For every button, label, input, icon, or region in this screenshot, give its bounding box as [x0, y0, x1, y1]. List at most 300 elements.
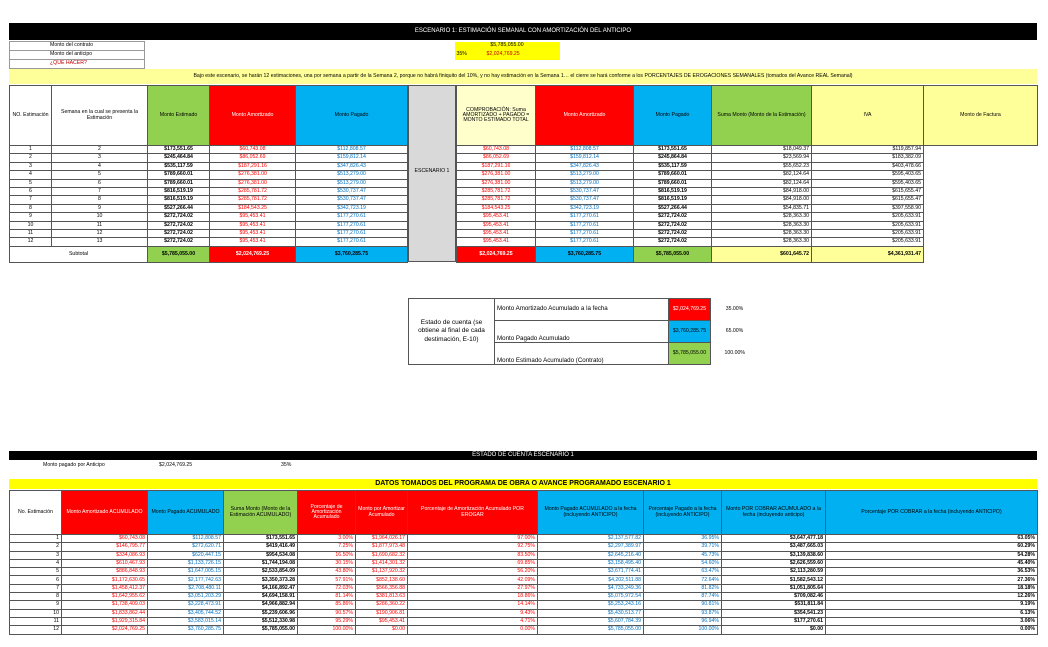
- estimated-amount: $535,117.59: [148, 162, 210, 170]
- amort-pct: 3.00%: [298, 535, 356, 543]
- iva-amount: $28,363.30: [712, 229, 812, 237]
- bottom-header-7: Monto Pagado ACUMULADO a la fecha (incluyendo ANTICIPO): [538, 491, 644, 535]
- sum-amount: $789,660.01: [634, 171, 712, 179]
- sum-accum: $419,416.49: [224, 543, 298, 551]
- paid-amount: $513,279.00: [536, 171, 634, 179]
- paid-pct: 72.64%: [644, 576, 722, 584]
- paid-pct: 39.71%: [644, 543, 722, 551]
- to-collect-pct: 0.00%: [826, 626, 1038, 634]
- estimation-number: 12: [10, 626, 62, 634]
- bottom-header-2: Monto Pagado ACUMULADO: [148, 491, 224, 535]
- amortized-amount: $187,291.16: [210, 162, 296, 170]
- iva-amount: $82,124.64: [712, 171, 812, 179]
- sum-amount: $173,551.65: [634, 146, 712, 154]
- to-amortize: $1,877,973.48: [356, 543, 408, 551]
- left-table-row: [10, 187, 408, 195]
- amortized-amount: $95,453.41: [210, 238, 296, 246]
- estado-row-2-pct: 100.00%: [724, 349, 745, 356]
- amortized-accum: $60,743.08: [62, 535, 148, 543]
- paid-incl-advance: $3,158,495.40: [538, 559, 644, 567]
- contract-value: $5,785,055.00: [455, 42, 560, 51]
- sum-accum: $5,512,330.98: [224, 617, 298, 625]
- amort-pct: 30.15%: [298, 559, 356, 567]
- title-bar: ESCENARIO 1: ESTIMACIÓN SEMANAL CON AMORTIZACIÓN DEL ANTICIPO: [9, 23, 1037, 40]
- paid-amount: $177,270.61: [536, 213, 634, 221]
- paid-amount: $112,808.57: [536, 146, 634, 154]
- paid-accum: $3,583,015.14: [148, 617, 224, 625]
- paid-accum: $2,708,480.11: [148, 584, 224, 592]
- iva-amount: $23,569.94: [712, 154, 812, 162]
- invoice-amount: $119,857.94: [812, 146, 924, 154]
- paid-pct: 90.81%: [644, 601, 722, 609]
- to-collect-pct: 18.18%: [826, 584, 1038, 592]
- amortized-accum: $1,833,862.44: [62, 609, 148, 617]
- to-amortize-pct: 14.14%: [408, 601, 538, 609]
- iva-amount: $28,363.30: [712, 213, 812, 221]
- amort-pct: 81.14%: [298, 593, 356, 601]
- to-amortize: $381,813.63: [356, 593, 408, 601]
- paid-amount: $347,826.43: [536, 162, 634, 170]
- paid-advance-line: [9, 461, 409, 469]
- left-header-0: NO. Estimación: [10, 86, 52, 146]
- bottom-table-row: [10, 568, 1038, 576]
- advance-pct: 35%: [455, 51, 485, 60]
- amortized-amount: $95,453.41: [210, 213, 296, 221]
- paid-pct: 100.00%: [644, 626, 722, 634]
- amortized-amount: $95,453.41: [457, 221, 536, 229]
- paid-advance-value: $2,024,769.25: [159, 462, 193, 468]
- paid-incl-advance: $5,075,972.54: [538, 593, 644, 601]
- right-table-row: [457, 238, 1038, 246]
- week-number: 4: [52, 162, 148, 170]
- amort-pct: 16.50%: [298, 551, 356, 559]
- invoice-amount: $403,478.66: [812, 162, 924, 170]
- week-number: 2: [52, 146, 148, 154]
- estimation-number: 11: [10, 229, 52, 237]
- estimation-number: 6: [10, 187, 52, 195]
- amortized-amount: $285,781.72: [457, 187, 536, 195]
- invoice-amount: $205,633.91: [812, 238, 924, 246]
- amort-pct: 100.00%: [298, 626, 356, 634]
- right-subtotal-sum: $5,785,055.00: [634, 246, 712, 262]
- paid-amount: $177,270.61: [296, 213, 408, 221]
- right-subtotal-iva: $601,645.72: [712, 246, 812, 262]
- scenario-note: Bajo este escenario, se harán 12 estimaciones, una por semana a partir de la Semana 2, porque no habrá finiquito del 10%, y no hay estimación en la Semana 1… el cierre se hará conforme a los PORCENTAJES DE EROGACIONES SEMANALES (tomados del Avance REAL Semanal): [9, 69, 1037, 84]
- amortized-accum: $1,642,955.62: [62, 593, 148, 601]
- sum-accum: $173,551.65: [224, 535, 298, 543]
- paid-incl-advance: $5,785,055.00: [538, 626, 644, 634]
- right-subtotal-invoice: $4,361,931.47: [812, 246, 924, 262]
- sum-amount: $816,519.19: [634, 196, 712, 204]
- estimated-amount: $272,724.02: [148, 213, 210, 221]
- estimated-amount: $816,519.19: [148, 187, 210, 195]
- to-collect-pct: 63.05%: [826, 535, 1038, 543]
- paid-accum: $272,620.71: [148, 543, 224, 551]
- to-collect: $177,270.61: [722, 617, 826, 625]
- estimated-amount: $272,724.02: [148, 229, 210, 237]
- paid-advance-pct: 35%: [281, 462, 292, 468]
- estado-cuenta: [408, 298, 759, 365]
- week-number: 3: [52, 154, 148, 162]
- sum-amount: $272,724.02: [634, 238, 712, 246]
- estimated-amount: $272,724.02: [148, 221, 210, 229]
- to-collect-pct: 27.36%: [826, 576, 1038, 584]
- to-collect: $1,582,543.12: [722, 576, 826, 584]
- estimation-number: 7: [10, 196, 52, 204]
- left-table-row: [10, 229, 408, 237]
- iva-amount: $28,363.30: [712, 238, 812, 246]
- bottom-header-0: No. Estimación: [10, 491, 62, 535]
- advance-value: $2,024,769.25: [485, 51, 560, 60]
- bottom-table: [9, 490, 1038, 635]
- to-amortize: $190,906.81: [356, 609, 408, 617]
- to-collect-pct: 45.40%: [826, 559, 1038, 567]
- estado-row-1-label: Monto Pagado Acumulado: [495, 321, 669, 343]
- bottom-header-5: Monto por Amortizar Acumulado: [356, 491, 408, 535]
- left-table-row: [10, 154, 408, 162]
- left-subtotal-amortized: $2,024,769.25: [210, 246, 296, 262]
- to-collect-pct: 60.29%: [826, 543, 1038, 551]
- paid-amount: $177,270.61: [296, 238, 408, 246]
- to-amortize: $1,137,920.32: [356, 568, 408, 576]
- iva-amount: $84,918.00: [712, 187, 812, 195]
- amortized-amount: $95,453.41: [210, 221, 296, 229]
- bottom-header-6: Porcentaje de Amortización Acumulado POR EROGAR: [408, 491, 538, 535]
- left-table-row: [10, 196, 408, 204]
- to-amortize: $1,414,301.32: [356, 559, 408, 567]
- paid-amount: $159,812.14: [296, 154, 408, 162]
- sum-accum: $5,785,055.00: [224, 626, 298, 634]
- amortized-amount: $276,381.00: [210, 171, 296, 179]
- to-amortize-pct: 9.43%: [408, 609, 538, 617]
- paid-amount: $177,270.61: [536, 221, 634, 229]
- paid-amount: $342,723.19: [296, 204, 408, 212]
- amortized-amount: $95,453.41: [457, 213, 536, 221]
- left-header-1: Semana en la cual se presenta la Estimación: [52, 86, 148, 146]
- to-amortize-pct: 97.00%: [408, 535, 538, 543]
- amortized-accum: $886,848.93: [62, 568, 148, 576]
- to-amortize-pct: 92.75%: [408, 543, 538, 551]
- bottom-header-8: Porcentaje Pagado a la fecha (incluyendo ANTICIPO): [644, 491, 722, 535]
- estimation-number: 4: [10, 559, 62, 567]
- sum-accum: $954,534.08: [224, 551, 298, 559]
- iva-amount: $55,652.23: [712, 162, 812, 170]
- iva-amount: $18,049.37: [712, 146, 812, 154]
- right-header-3: IVA: [812, 86, 924, 146]
- to-collect-pct: 54.28%: [826, 551, 1038, 559]
- estado-row-0-pct: 35.00%: [725, 305, 744, 312]
- week-number: 13: [52, 238, 148, 246]
- estado-row-1-value: $3,760,285.75: [669, 321, 711, 343]
- paid-incl-advance: $3,671,774.41: [538, 568, 644, 576]
- week-number: 12: [52, 229, 148, 237]
- left-table-row: [10, 146, 408, 154]
- estado-row-1-pct: 65.00%: [725, 327, 744, 334]
- paid-amount: $177,270.61: [536, 238, 634, 246]
- amort-pct: 57.91%: [298, 576, 356, 584]
- invoice-amount: $615,655.47: [812, 196, 924, 204]
- amortized-amount: $276,381.00: [457, 179, 536, 187]
- right-table-row: [457, 221, 1038, 229]
- paid-amount: $177,270.61: [296, 221, 408, 229]
- to-collect-pct: 6.13%: [826, 609, 1038, 617]
- estimated-amount: $789,660.01: [148, 171, 210, 179]
- paid-incl-advance: $5,430,513.77: [538, 609, 644, 617]
- estimated-amount: $527,266.44: [148, 204, 210, 212]
- paid-accum: $620,447.15: [148, 551, 224, 559]
- estimation-number: 5: [10, 568, 62, 576]
- paid-pct: 63.47%: [644, 568, 722, 576]
- amortized-accum: $2,024,769.25: [62, 626, 148, 634]
- estimation-number: 3: [10, 551, 62, 559]
- right-subtotal-amortized: $2,024,769.25: [457, 246, 536, 262]
- amortized-amount: $276,381.00: [457, 171, 536, 179]
- paid-amount: $530,737.47: [296, 187, 408, 195]
- paid-incl-advance: $4,733,249.36: [538, 584, 644, 592]
- paid-amount: $530,737.47: [296, 196, 408, 204]
- right-table-row: [457, 154, 1038, 162]
- sum-accum: $3,350,373.28: [224, 576, 298, 584]
- estimation-number: 1: [10, 535, 62, 543]
- estimation-number: 8: [10, 204, 52, 212]
- right-table-row: [457, 196, 1038, 204]
- estimated-amount: $173,551.65: [148, 146, 210, 154]
- sum-amount: $272,724.02: [634, 221, 712, 229]
- compare-text: COMPROBACIÓN: Suma AMORTIZADO + PAGADO = MONTO ESTIMADO TOTAL: [457, 86, 536, 146]
- estado-row-0-label: Monto Amortizado Acumulado a la fecha: [495, 299, 669, 321]
- week-number: 5: [52, 171, 148, 179]
- paid-incl-advance: $4,202,511.88: [538, 576, 644, 584]
- right-table-row: [457, 171, 1038, 179]
- amortized-accum: $334,086.93: [62, 551, 148, 559]
- estimation-number: 8: [10, 593, 62, 601]
- amort-pct: 7.25%: [298, 543, 356, 551]
- sum-amount: $527,266.44: [634, 204, 712, 212]
- right-header-1: Monto Pagado: [634, 86, 712, 146]
- estimation-number: 4: [10, 171, 52, 179]
- iva-amount: $84,918.00: [712, 196, 812, 204]
- to-amortize: $566,356.88: [356, 584, 408, 592]
- to-collect: $3,487,665.03: [722, 543, 826, 551]
- amortized-amount: $86,052.69: [210, 154, 296, 162]
- week-number: 7: [52, 187, 148, 195]
- paid-accum: $112,808.57: [148, 535, 224, 543]
- estimated-amount: $245,464.84: [148, 154, 210, 162]
- paid-accum: $3,051,203.29: [148, 593, 224, 601]
- right-table-row: [457, 204, 1038, 212]
- bottom-table-row: [10, 626, 1038, 634]
- paid-accum: $3,405,744.52: [148, 609, 224, 617]
- estado-row-2-label: Monto Estimado Acumulado (Contrato): [495, 343, 669, 365]
- to-amortize: $1,690,682.32: [356, 551, 408, 559]
- to-amortize-pct: 69.85%: [408, 559, 538, 567]
- paid-pct: 93.87%: [644, 609, 722, 617]
- paid-amount: $513,279.00: [296, 179, 408, 187]
- to-collect: $709,082.46: [722, 593, 826, 601]
- to-collect: $0.00: [722, 626, 826, 634]
- to-amortize-pct: 27.97%: [408, 584, 538, 592]
- paid-accum: $1,133,726.15: [148, 559, 224, 567]
- paid-pct: 36.95%: [644, 535, 722, 543]
- bottom-table-row: [10, 609, 1038, 617]
- to-collect: $354,541.23: [722, 609, 826, 617]
- scenario-column: [408, 85, 456, 262]
- to-amortize-pct: 83.50%: [408, 551, 538, 559]
- to-collect-pct: 12.26%: [826, 593, 1038, 601]
- right-header-2: Suma Monto (Monto de la Estimación): [712, 86, 812, 146]
- paid-pct: 96.94%: [644, 617, 722, 625]
- invoice-amount: $183,382.09: [812, 154, 924, 162]
- left-subtotal-estimated: $5,785,055.00: [148, 246, 210, 262]
- to-collect: $531,811.84: [722, 601, 826, 609]
- bottom-header-9: Monto POR COBRAR ACUMULADO a la fecha (incluyendo anticipo): [722, 491, 826, 535]
- paid-amount: $342,723.19: [536, 204, 634, 212]
- left-subtotal-label: Subtotal: [10, 246, 148, 262]
- paid-amount: $513,279.00: [296, 171, 408, 179]
- paid-pct: 45.73%: [644, 551, 722, 559]
- invoice-amount: $615,655.47: [812, 187, 924, 195]
- to-amortize: $95,453.41: [356, 617, 408, 625]
- to-amortize-pct: 4.71%: [408, 617, 538, 625]
- paid-accum: $1,647,005.15: [148, 568, 224, 576]
- sum-accum: $4,694,158.91: [224, 593, 298, 601]
- paid-accum: $3,228,473.91: [148, 601, 224, 609]
- paid-incl-advance: $5,607,784.39: [538, 617, 644, 625]
- sum-amount: $272,724.02: [634, 229, 712, 237]
- iva-amount: $28,363.30: [712, 221, 812, 229]
- to-amortize-pct: 56.20%: [408, 568, 538, 576]
- paid-amount: $112,808.57: [296, 146, 408, 154]
- bottom-table-row: [10, 535, 1038, 543]
- contract-label: Monto del contrato: [10, 42, 145, 51]
- amortized-amount: $95,453.41: [457, 238, 536, 246]
- left-table-row: [10, 204, 408, 212]
- amort-pct: 95.29%: [298, 617, 356, 625]
- amortized-amount: $187,291.16: [457, 162, 536, 170]
- right-table-row: [457, 187, 1038, 195]
- paid-amount: $530,737.47: [536, 187, 634, 195]
- left-table-row: [10, 213, 408, 221]
- to-collect: $3,139,838.60: [722, 551, 826, 559]
- week-number: 9: [52, 204, 148, 212]
- amortized-amount: $184,543.25: [457, 204, 536, 212]
- invoice-amount: $205,633.91: [812, 221, 924, 229]
- amortized-accum: $1,458,412.37: [62, 584, 148, 592]
- amortized-amount: $60,743.08: [457, 146, 536, 154]
- left-table: [9, 85, 408, 263]
- estimated-amount: $816,519.19: [148, 196, 210, 204]
- left-table-row: [10, 221, 408, 229]
- estado-row-0-value: $2,024,769.25: [669, 299, 711, 321]
- estimated-amount: $272,724.02: [148, 238, 210, 246]
- estimation-number: 10: [10, 609, 62, 617]
- sum-accum: $4,966,882.94: [224, 601, 298, 609]
- amortized-amount: $285,781.72: [210, 196, 296, 204]
- invoice-amount: $595,403.65: [812, 171, 924, 179]
- bottom-header-4: Porcentaje de Amortización Acumulado: [298, 491, 356, 535]
- right-header-0: Monto Amortizado: [536, 86, 634, 146]
- to-collect-pct: 9.19%: [826, 601, 1038, 609]
- right-table-row: [457, 229, 1038, 237]
- week-number: 10: [52, 213, 148, 221]
- amortized-amount: $86,052.69: [457, 154, 536, 162]
- to-amortize: $286,360.22: [356, 601, 408, 609]
- to-collect: $2,113,280.59: [722, 568, 826, 576]
- paid-amount: $513,279.00: [536, 179, 634, 187]
- paid-pct: 87.74%: [644, 593, 722, 601]
- paid-amount: $177,270.61: [536, 229, 634, 237]
- estimation-number: 9: [10, 601, 62, 609]
- paid-amount: $177,270.61: [296, 229, 408, 237]
- bottom-table-row: [10, 543, 1038, 551]
- paid-accum: $2,177,742.63: [148, 576, 224, 584]
- amortized-accum: $146,795.77: [62, 543, 148, 551]
- sum-amount: $272,724.02: [634, 213, 712, 221]
- left-table-row: [10, 179, 408, 187]
- to-collect-pct: 36.53%: [826, 568, 1038, 576]
- paid-amount: $347,826.43: [296, 162, 408, 170]
- right-table-row: [457, 162, 1038, 170]
- bottom-table-row: [10, 601, 1038, 609]
- estimation-number: 10: [10, 221, 52, 229]
- bottom-table-row: [10, 559, 1038, 567]
- advance-label: Monto del anticipo: [10, 51, 145, 60]
- paid-pct: 54.60%: [644, 559, 722, 567]
- amort-pct: 85.86%: [298, 601, 356, 609]
- estimation-number: 3: [10, 162, 52, 170]
- week-number: 6: [52, 179, 148, 187]
- sum-amount: $789,660.01: [634, 179, 712, 187]
- amortized-accum: $1,172,630.65: [62, 576, 148, 584]
- left-table-row: [10, 238, 408, 246]
- amortized-amount: $285,781.72: [457, 196, 536, 204]
- sum-amount: $816,519.19: [634, 187, 712, 195]
- left-header-3: Monto Amortizado: [210, 86, 296, 146]
- amort-pct: 90.57%: [298, 609, 356, 617]
- amortized-accum: $1,929,315.84: [62, 617, 148, 625]
- estado2-title: ESTADO DE CUENTA ESCENARIO 1: [9, 451, 1037, 460]
- bottom-header-1: Monto Amortizado ACUMULADO: [62, 491, 148, 535]
- estimation-number: 11: [10, 617, 62, 625]
- estado-label: Estado de cuenta (se obtiene al final de cada destimación, E-10): [409, 299, 495, 365]
- to-amortize: $852,138.60: [356, 576, 408, 584]
- bottom-table-row: [10, 593, 1038, 601]
- to-amortize-pct: 18.86%: [408, 593, 538, 601]
- estimated-amount: $789,660.01: [148, 179, 210, 187]
- invoice-amount: $205,633.91: [812, 213, 924, 221]
- scenario-label: ESCENARIO 1: [414, 168, 450, 174]
- estado-row-2-value: $5,785,055.00: [669, 343, 711, 365]
- iva-amount: $82,124.64: [712, 179, 812, 187]
- sum-amount: $245,864.84: [634, 154, 712, 162]
- week-number: 11: [52, 221, 148, 229]
- paid-accum: $3,760,285.75: [148, 626, 224, 634]
- to-amortize: $0.00: [356, 626, 408, 634]
- amortized-amount: $184,543.25: [210, 204, 296, 212]
- bottom-table-row: [10, 584, 1038, 592]
- left-subtotal-paid: $3,760,285.75: [296, 246, 408, 262]
- bottom-table-row: [10, 617, 1038, 625]
- left-header-4: Monto Pagado: [296, 86, 408, 146]
- invoice-amount: $205,633.91: [812, 229, 924, 237]
- to-collect: $3,647,477.18: [722, 535, 826, 543]
- amortized-accum: $610,467.93: [62, 559, 148, 567]
- right-header-4: Monto de Factura: [924, 86, 1038, 146]
- paid-amount: $159,812.14: [536, 154, 634, 162]
- estimation-number: 5: [10, 179, 52, 187]
- left-table-row: [10, 162, 408, 170]
- amort-pct: 72.03%: [298, 584, 356, 592]
